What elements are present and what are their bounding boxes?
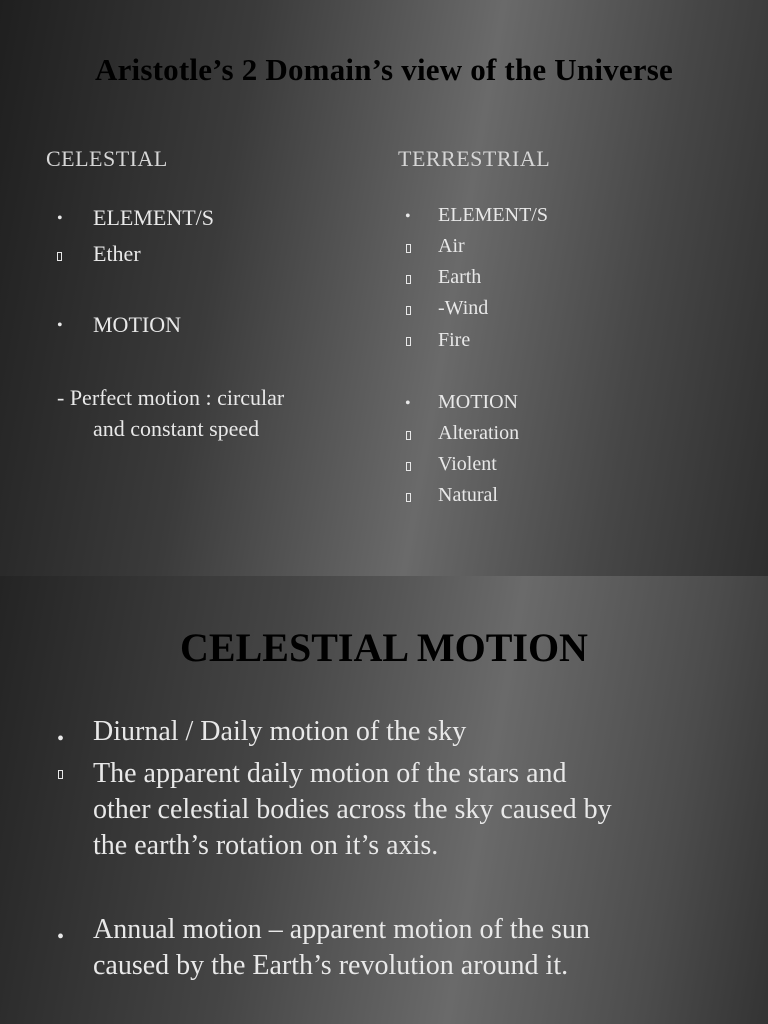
annual-motion-line: caused by the Earth’s revolution around it. — [93, 950, 569, 981]
bullet-box — [406, 302, 411, 320]
celestial-motion-desc-line1: - Perfect motion : circular — [57, 385, 285, 410]
celestial-element-label: ELEMENT/S — [93, 205, 214, 230]
bullet-dot: • — [57, 210, 63, 227]
terrestrial-element-item: Earth — [438, 266, 482, 288]
bullet-box — [406, 489, 411, 507]
diurnal-desc-line: the earth’s rotation on it’s axis. — [93, 830, 439, 861]
terrestrial-motion-item: Violent — [438, 453, 497, 475]
terrestrial-element-item: Fire — [438, 329, 471, 351]
bullet-box — [57, 248, 62, 266]
annual-motion-line: Annual motion – apparent motion of the sun — [93, 914, 590, 945]
terrestrial-motion-item: Alteration — [438, 422, 520, 444]
slide-celestial-motion — [0, 576, 768, 1024]
bullet-box — [58, 766, 63, 784]
celestial-motion-desc-line2: and constant speed — [93, 416, 260, 441]
celestial-motion-label: MOTION — [93, 312, 181, 337]
bullet-box — [406, 240, 411, 258]
diurnal-desc-line: The apparent daily motion of the stars and — [93, 758, 567, 789]
bullet-box — [406, 271, 411, 289]
diurnal-heading: Diurnal / Daily motion of the sky — [93, 716, 467, 747]
terrestrial-heading: TERRESTRIAL — [398, 146, 551, 171]
terrestrial-motion-item: Natural — [438, 484, 498, 506]
celestial-heading: CELESTIAL — [46, 146, 168, 171]
bullet-dot: • — [57, 317, 63, 334]
slide-title: CELESTIAL MOTION — [180, 625, 588, 670]
bullet-dot: • — [57, 728, 65, 750]
terrestrial-element-label: ELEMENT/S — [438, 204, 548, 226]
terrestrial-element-item: -Wind — [438, 297, 489, 319]
diurnal-desc-line: other celestial bodies across the sky caused by — [93, 794, 612, 825]
celestial-element-item: Ether — [93, 241, 141, 266]
bullet-box — [406, 458, 411, 476]
bullet-box — [406, 333, 411, 351]
terrestrial-motion-label: MOTION — [438, 391, 518, 413]
bullet-dot: • — [405, 395, 411, 412]
slide-title: Aristotle’s 2 Domain’s view of the Universe — [95, 52, 673, 87]
terrestrial-element-item: Air — [438, 235, 465, 257]
bullet-dot: • — [405, 208, 411, 225]
bullet-box — [406, 427, 411, 445]
bullet-dot: • — [57, 926, 65, 948]
